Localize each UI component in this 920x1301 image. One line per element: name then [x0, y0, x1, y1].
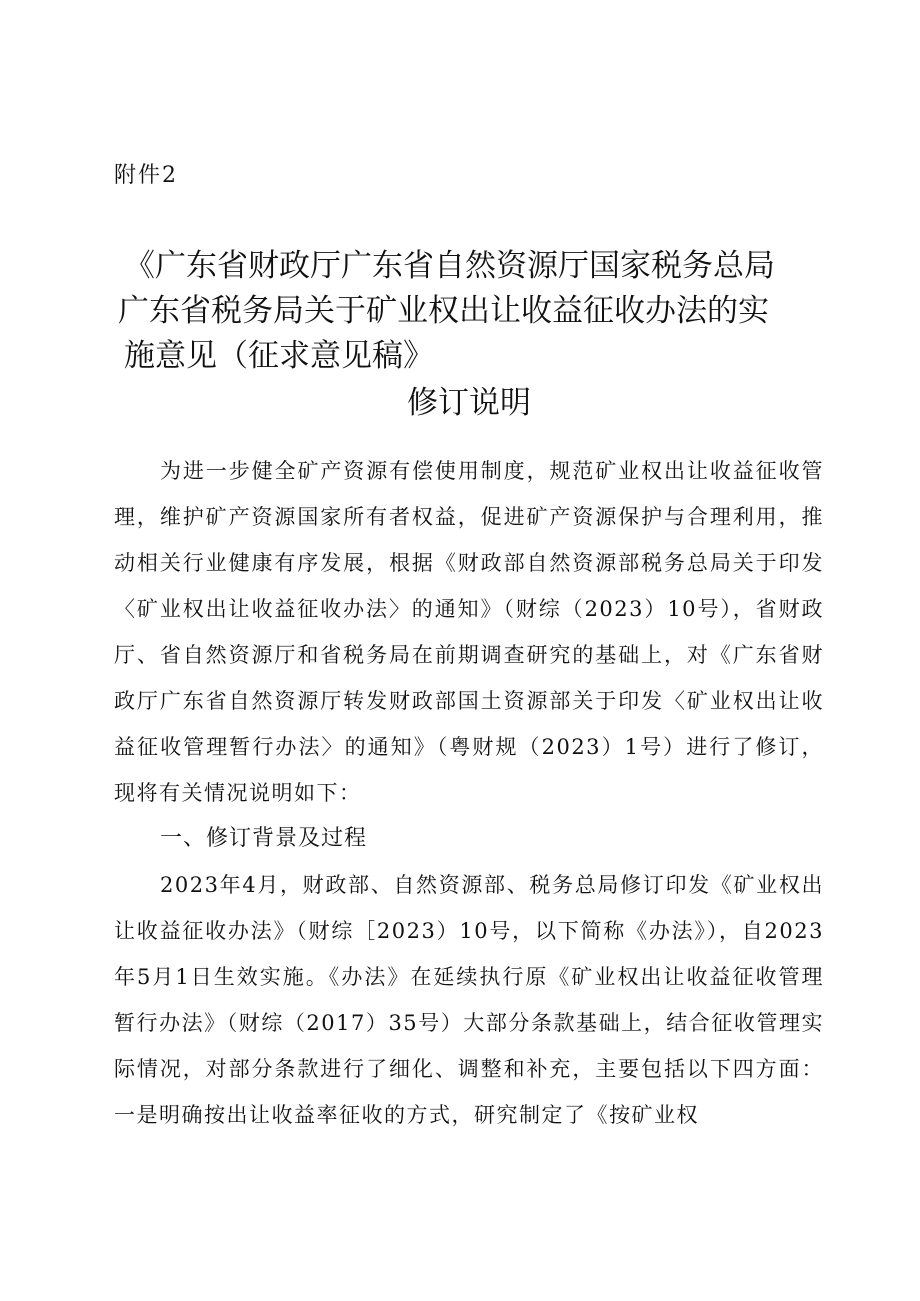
document-subtitle: 修订说明	[407, 385, 531, 421]
title-line-1: 《广东省财政厅广东省自然资源厅国家税务总局	[124, 248, 775, 284]
title-line-3: 施意见（征求意见稿》	[124, 338, 434, 374]
title-line-2: 广东省税务局关于矿业权出让收益征收办法的实	[118, 293, 769, 329]
attachment-label: 附件2	[114, 163, 178, 188]
section-paragraph: 2023年4月，财政部、自然资源部、税务总局修订印发《矿业权出让收益征收办法》（财综［2023）10号，以下简称《办法》），自2023年5月1日生效实施。《办法》在延续执行原《矿业权出让收益征收管理暂行办法》（财综（2017）35号）大部分条款基础上，结合征收管理实际情况，对部分条款进行了细化、调整和补充，主要包括以下四方面：一是明确按出让收益率征收的方式，研究制定了《按矿业权	[114, 873, 824, 1127]
section-heading: 一、修订背景及过程	[160, 826, 368, 851]
document-title	[118, 244, 818, 379]
intro-paragraph: 为进一步健全矿产资源有偿使用制度，规范矿业权出让收益征收管理，维护矿产资源国家所有者权益，促进矿产资源保护与合理利用，推动相关行业健康有序发展，根据《财政部自然资源部税务总局关于印发〈矿业权出让收益征收办法〉的通知》（财综（2023）10号），省财政厅、省自然资源厅和省税务局在前期调查研究的基础上，对《广东省财政厅广东省自然资源厅转发财政部国土资源部关于印发〈矿业权出让收益征收管理暂行办法〉的通知》（粤财规（2023）1号）进行了修订，现将有关情况说明如下：	[114, 459, 824, 805]
document-body	[114, 448, 824, 1138]
